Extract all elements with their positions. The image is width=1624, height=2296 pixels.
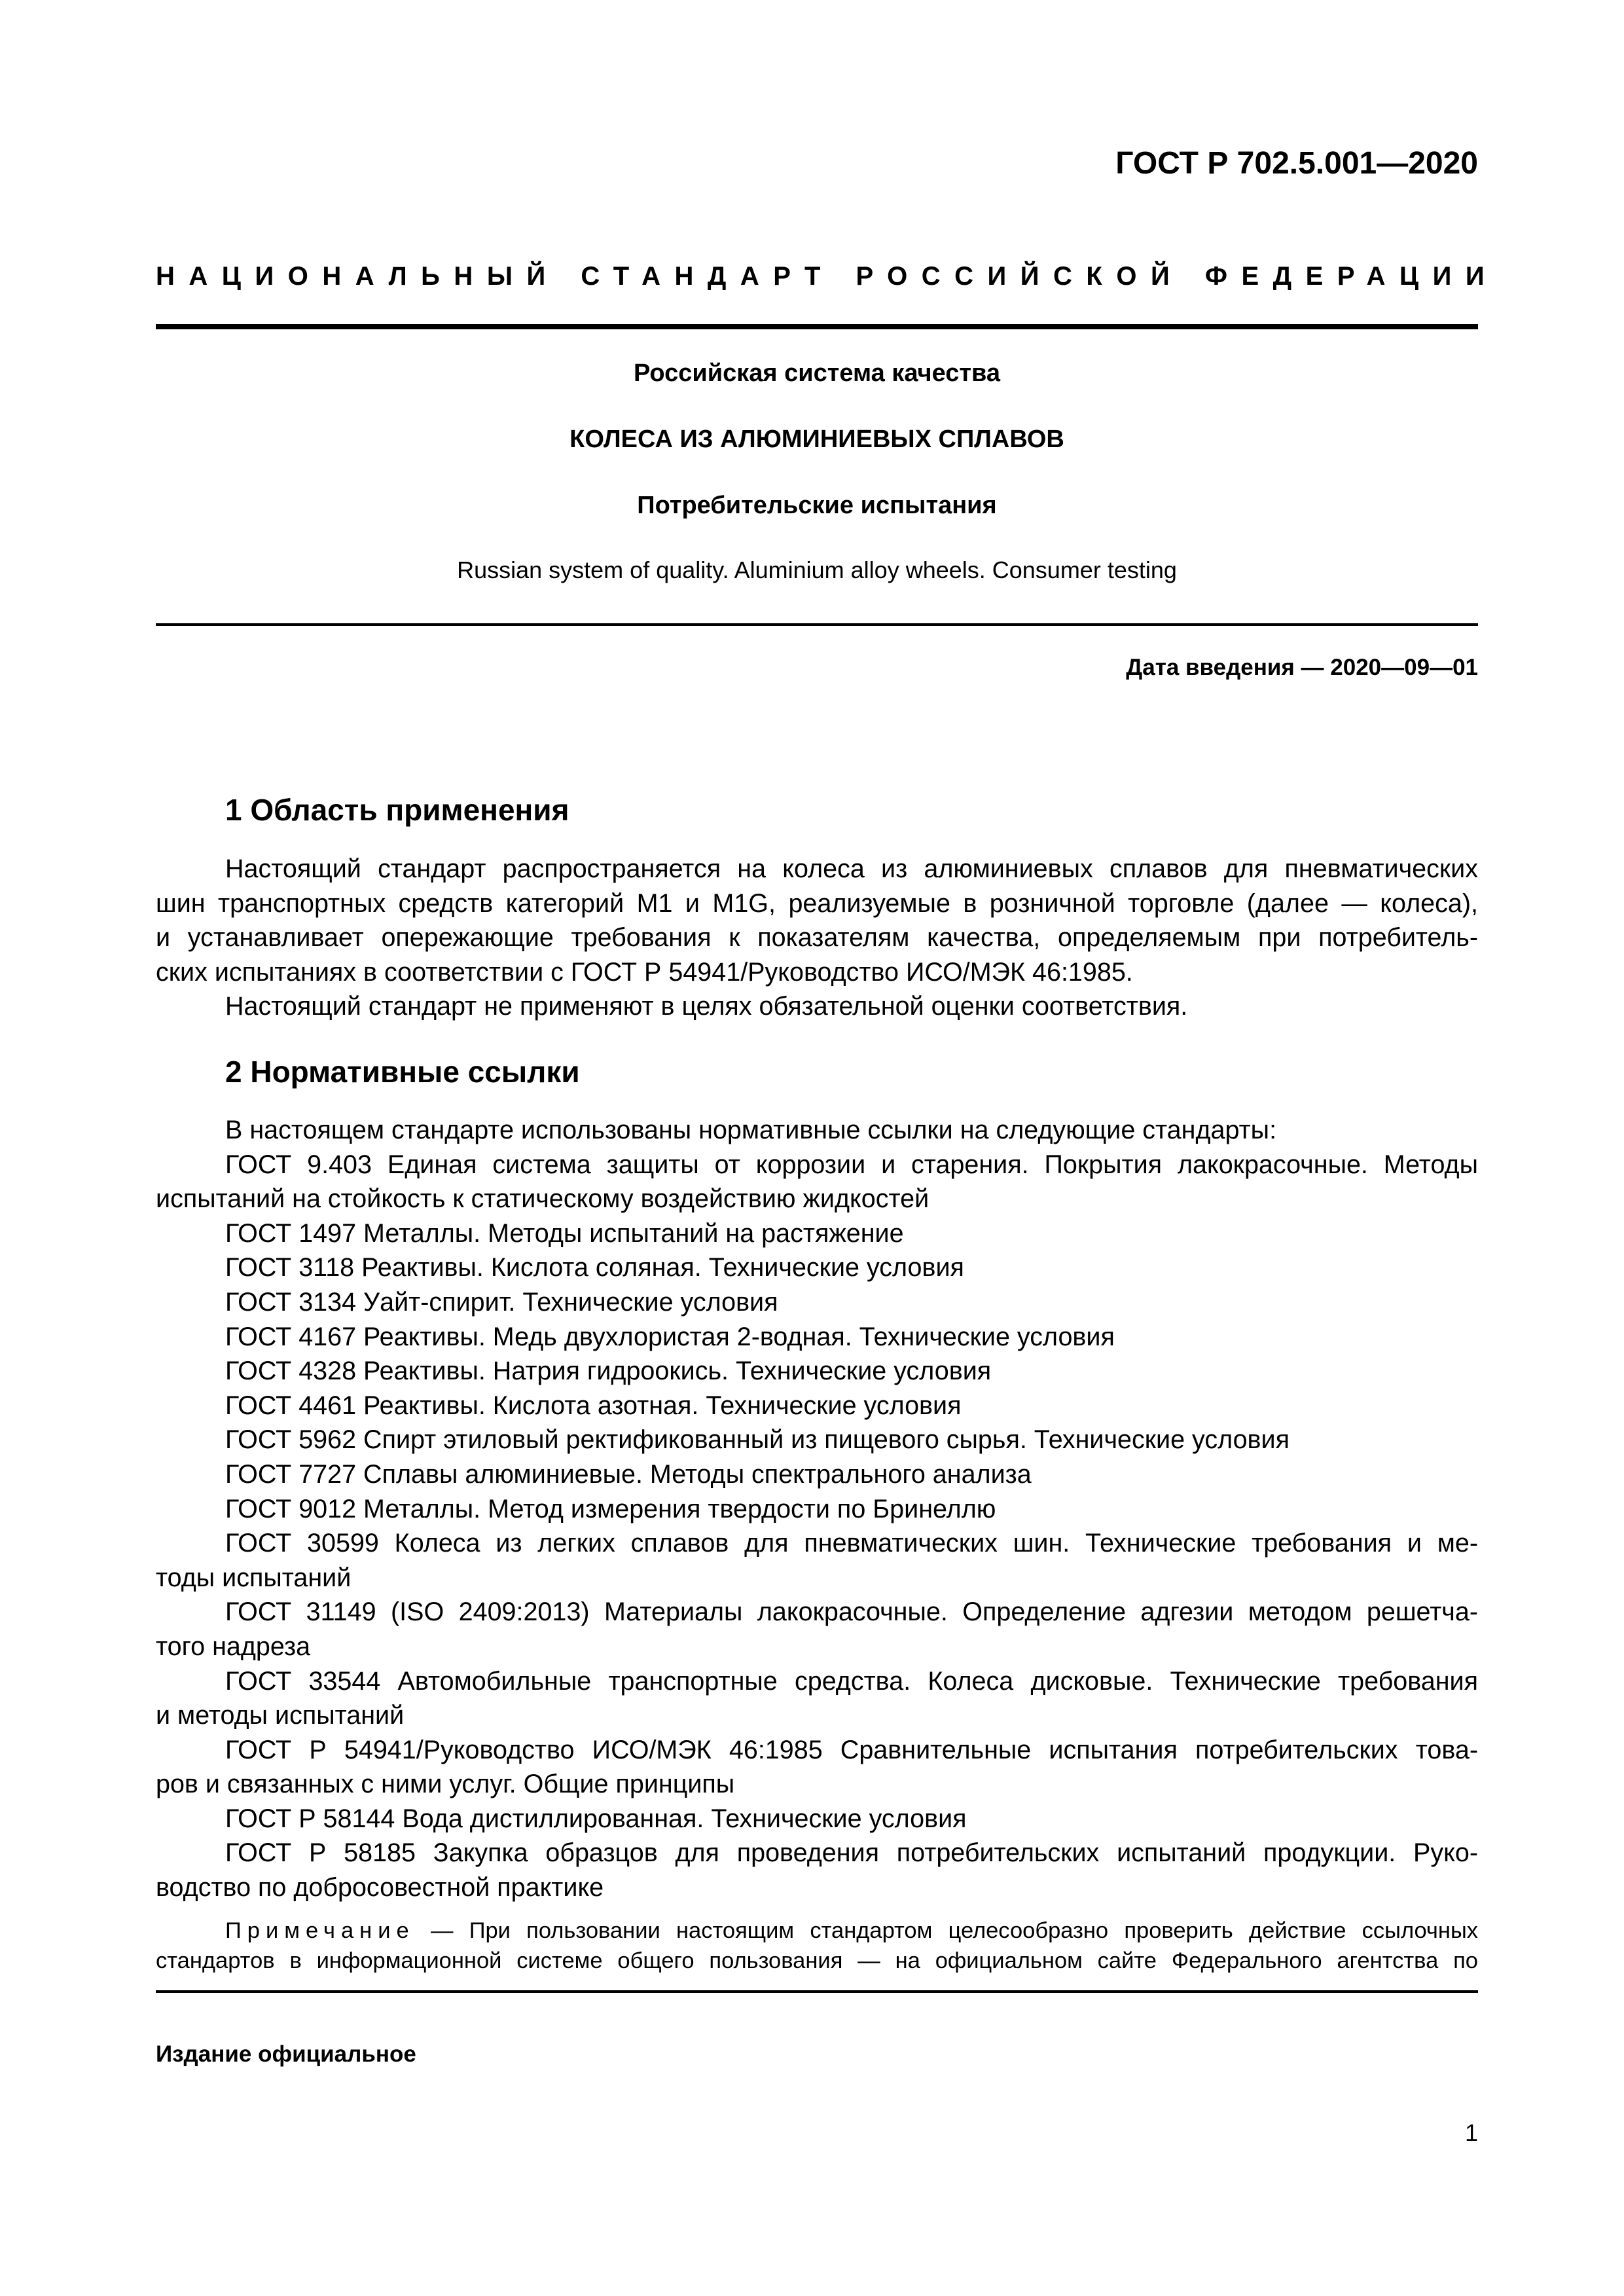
official-edition-label: Издание официальное <box>156 2041 416 2067</box>
header-rule <box>156 324 1478 329</box>
reference-line: ГОСТ 3134 Уайт-спирит. Технические условия <box>225 1287 778 1317</box>
section-1-line: и устанавливает опережающие требования к показателям качества, определяемым при потребитель- <box>156 923 1478 953</box>
section-1-paragraph: Настоящий стандарт не применяют в целях обязательной оценки соответствия. <box>225 992 1188 1021</box>
note-line: стандартов в информационной системе общего пользования — на официальном сайте Федерального агентства по <box>156 1948 1478 1973</box>
section-2-heading: 2 Нормативные ссылки <box>225 1055 580 1089</box>
note-text: — При пользовании настоящим стандартом целесообразно проверить действие ссылочных <box>430 1918 1479 1943</box>
reference-line: ГОСТ 4167 Реактивы. Медь двухлористая 2-водная. Технические условия <box>225 1322 1115 1351</box>
reference-line: ГОСТ Р 54941/Руководство ИСО/МЭК 46:1985 Сравнительные испытания потребительских това- <box>225 1735 1478 1764</box>
reference-line: испытаний на стойкость к статическому воздействию жидкостей <box>156 1184 929 1214</box>
title-product: КОЛЕСА ИЗ АЛЮМИНИЕВЫХ СПЛАВОВ <box>569 426 1064 453</box>
reference-line: ГОСТ Р 58144 Вода дистиллированная. Технические условия <box>225 1804 967 1833</box>
reference-line: тоды испытаний <box>156 1563 352 1592</box>
reference-line: ГОСТ 3118 Реактивы. Кислота соляная. Технические условия <box>225 1253 964 1283</box>
introduction-date: Дата введения — 2020—09—01 <box>1126 655 1478 680</box>
reference-line: водство по добросовестной практике <box>156 1873 604 1903</box>
reference-line: ГОСТ 1497 Металлы. Методы испытаний на растяжение <box>225 1218 904 1248</box>
section-2-body <box>156 1113 1478 1905</box>
footer-rule <box>156 1990 1478 1993</box>
reference-line: того надреза <box>156 1631 311 1661</box>
reference-line: ГОСТ 4328 Реактивы. Натрия гидроокись. Технические условия <box>225 1357 992 1386</box>
reference-line: ГОСТ 33544 Автомобильные транспортные средства. Колеса дисковые. Технические требования <box>225 1666 1478 1696</box>
section-1-line: шин транспортных средств категорий M1 и M1G, реализуемые в розничной торговле (далее — колеса), <box>156 888 1478 918</box>
section-1-body <box>156 852 1478 1024</box>
reference-line: ГОСТ 7727 Сплавы алюминиевые. Методы спектрального анализа <box>225 1459 1032 1489</box>
section-1-heading: 1 Область применения <box>225 793 569 827</box>
reference-line: ГОСТ Р 58185 Закупка образцов для проведения потребительских испытаний продукции. Руко- <box>225 1838 1478 1868</box>
reference-line: ГОСТ 9.403 Единая система защиты от коррозии и старения. Покрытия лакокрасочные. Методы <box>225 1150 1478 1179</box>
reference-line: ГОСТ 31149 (ISO 2409:2013) Материалы лакокрасочные. Определение адгезии методом решетча- <box>225 1597 1478 1627</box>
title-rule <box>156 623 1478 626</box>
reference-line: и методы испытаний <box>156 1701 405 1730</box>
reference-note <box>156 1916 1478 1976</box>
national-standard-banner: НАЦИОНАЛЬНЫЙ СТАНДАРТ РОССИЙСКОЙ ФЕДЕРАЦИИ <box>156 262 1499 291</box>
reference-line: ГОСТ 30599 Колеса из легких сплавов для пневматических шин. Технические требования и ме- <box>225 1529 1478 1558</box>
section-1-line: ских испытаниях в соответствии с ГОСТ Р 54941/Руководство ИСО/МЭК 46:1985. <box>156 957 1133 987</box>
section-2-intro: В настоящем стандарте использованы нормативные ссылки на следующие стандарты: <box>225 1116 1277 1144</box>
section-1-line: Настоящий стандарт распространяется на колеса из алюминиевых сплавов для пневматических <box>225 854 1478 883</box>
title-system: Российская система качества <box>634 359 1000 387</box>
reference-line: ГОСТ 9012 Металлы. Метод измерения твердости по Бринеллю <box>225 1494 996 1523</box>
note-label: Примечание <box>225 1918 415 1943</box>
title-english: Russian system of quality. Aluminium alloy wheels. Consumer testing <box>457 556 1177 583</box>
page-number: 1 <box>1464 2119 1478 2146</box>
note-line <box>156 1916 1478 1946</box>
title-testing: Потребительские испытания <box>637 492 997 519</box>
reference-line: ГОСТ 4461 Реактивы. Кислота азотная. Технические условия <box>225 1391 962 1420</box>
reference-line: ров и связанных с ними услуг. Общие принципы <box>156 1770 735 1799</box>
document-code: ГОСТ Р 702.5.001—2020 <box>1115 146 1478 181</box>
reference-line: ГОСТ 5962 Спирт этиловый ректификованный из пищевого сырья. Технические условия <box>225 1425 1290 1455</box>
